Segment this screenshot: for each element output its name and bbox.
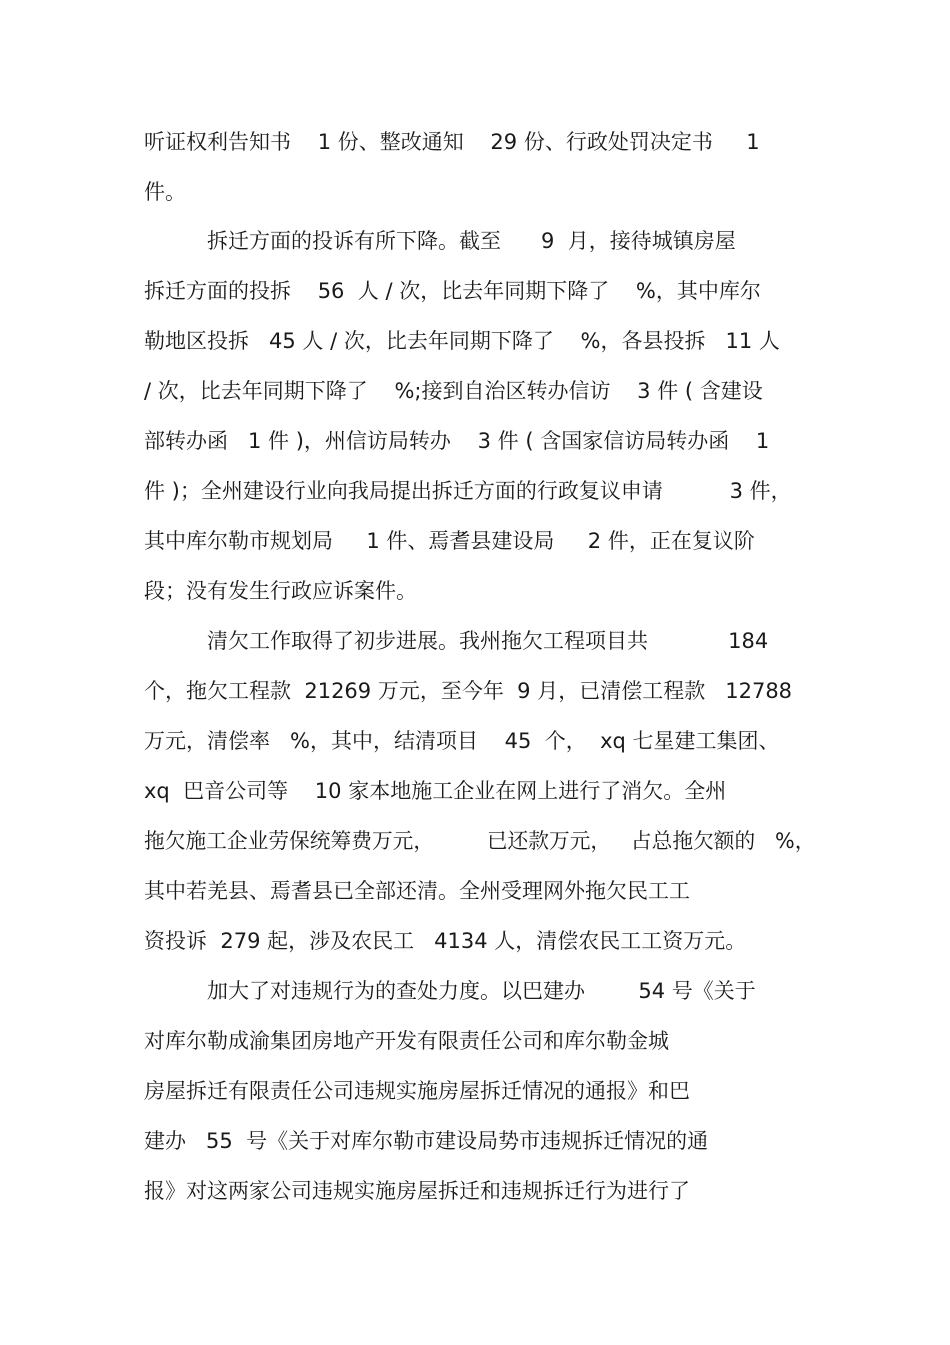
text-line: 段；没有发生行政应诉案件。	[144, 579, 417, 603]
text-line: 件 )；全州建设行业向我局提出拆迁方面的行政复议申请 3 件，	[144, 479, 792, 503]
text-line: 听证权利告知书 1 份、整改通知 29 份、行政处罚决定书 1	[144, 130, 760, 154]
text-line: 拖欠施工企业劳保统筹费万元， 已还款万元， 占总拖欠额的 %，	[144, 829, 816, 853]
text-line: 勒地区投拆 45 人 / 次，比去年同期下降了 %，各县投拆 11 人	[144, 329, 780, 353]
text-line: / 次，比去年同期下降了 %;接到自治区转办信访 3 件 ( 含建设	[144, 379, 763, 403]
text-line: 建办 55 号《关于对库尔勒市建设局势市违规拆迁情况的通	[144, 1129, 709, 1153]
text-line: 房屋拆迁有限责任公司违规实施房屋拆迁情况的通报》和巴	[144, 1079, 690, 1103]
text-line: 万元，清偿率 %，其中，结清项目 45 个， xq 七星建工集团、	[144, 729, 780, 753]
text-line: 拆迁方面的投拆 56 人 / 次，比去年同期下降了 %，其中库尔	[144, 279, 761, 303]
text-line: 报》对这两家公司违规实施房屋拆迁和违规拆迁行为进行了	[144, 1179, 690, 1203]
paragraph-first-line: 清欠工作取得了初步进展。我州拖欠工程项目共 184	[207, 629, 769, 653]
text-line: xq 巴音公司等 10 家本地施工企业在网上进行了消欠。全州	[144, 779, 727, 803]
text-line: 资投诉 279 起，涉及农民工 4134 人，清偿农民工工资万元。	[144, 929, 747, 953]
text-line: 对库尔勒成渝集团房地产开发有限责任公司和库尔勒金城	[144, 1029, 669, 1053]
text-line: 件。	[144, 180, 186, 204]
text-line: 部转办函 1 件 )，州信访局转办 3 件 ( 含国家信访局转办函 1	[144, 429, 770, 453]
text-line: 个，拖欠工程款 21269 万元，至今年 9 月，已清偿工程款 12788	[144, 679, 793, 703]
text-line: 其中若羌县、焉耆县已全部还清。全州受理网外拖欠民工工	[144, 879, 690, 903]
text-line: 其中库尔勒市规划局 1 件、焉耆县建设局 2 件，正在复议阶	[144, 529, 755, 553]
paragraph-first-line: 加大了对违规行为的查处力度。以巴建办 54 号《关于	[207, 979, 756, 1003]
paragraph-first-line: 拆迁方面的投诉有所下降。截至 9 月，接待城镇房屋	[207, 229, 736, 253]
